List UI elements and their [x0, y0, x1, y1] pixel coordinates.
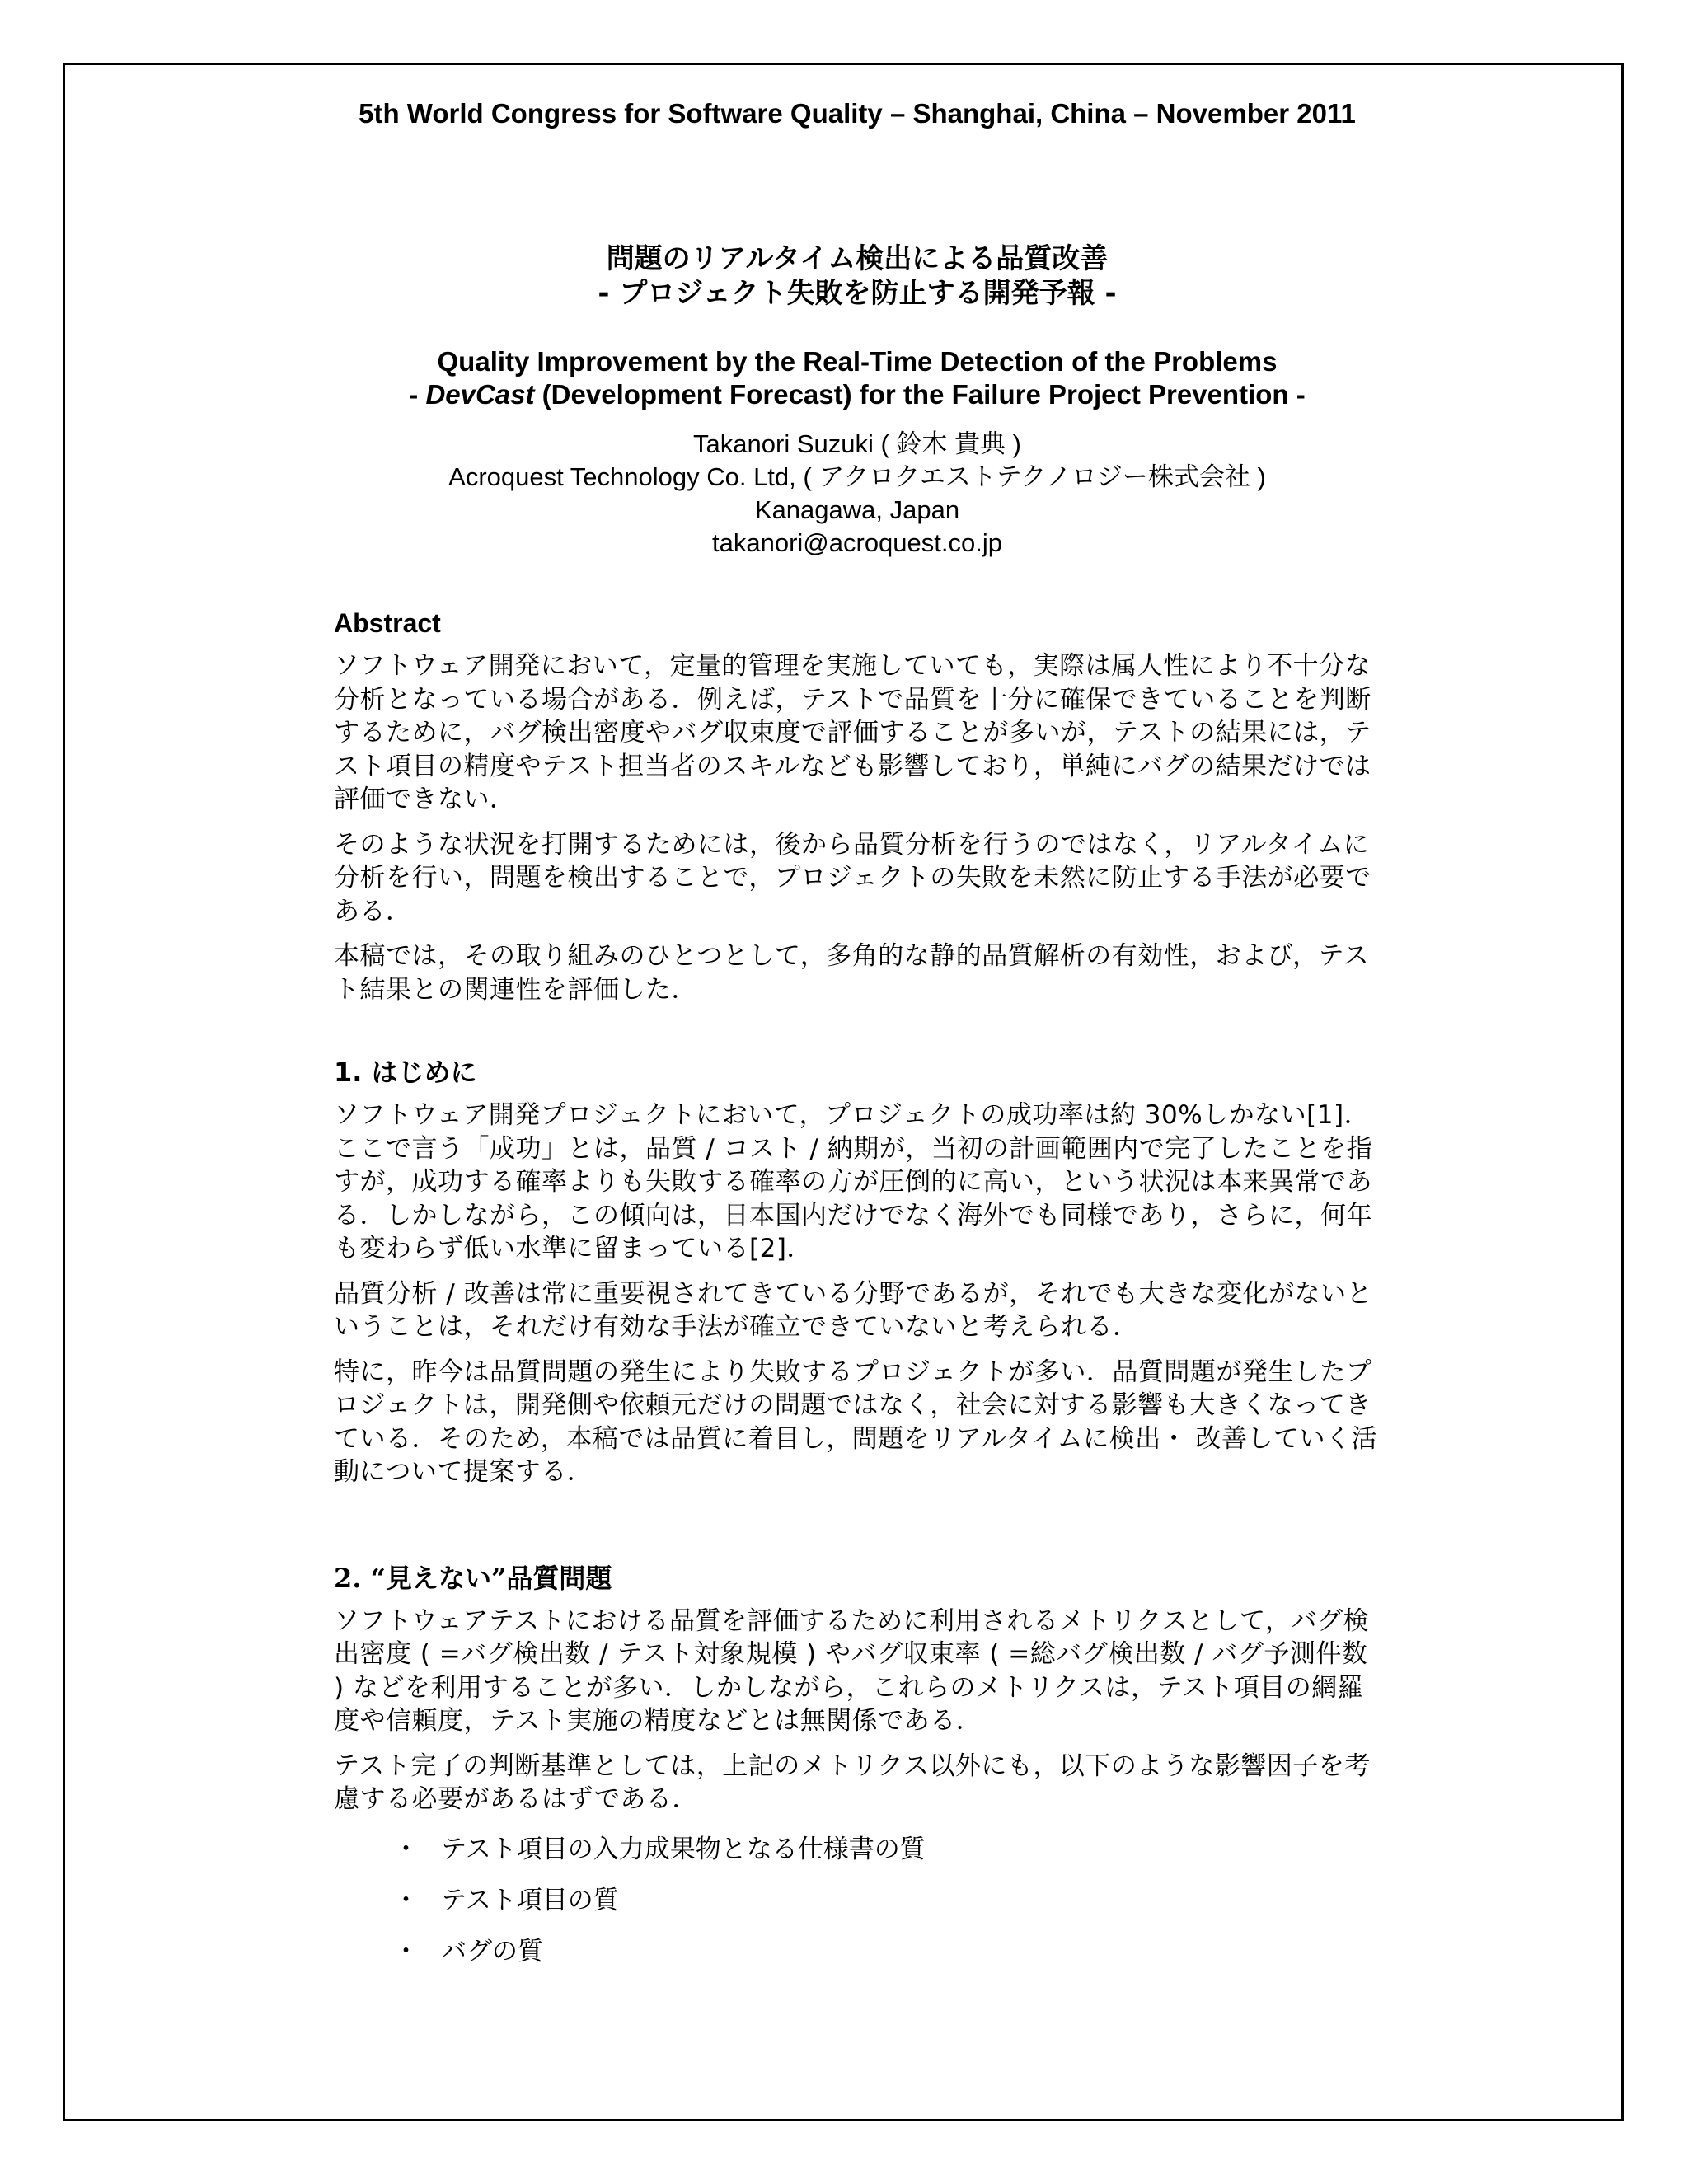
bullet-mark: ・ — [393, 1936, 419, 1966]
list-item — [393, 1935, 1381, 1968]
section-1-paragraph: ソフトウェア開発プロジェクトにおいて，プロジェクトの成功率は約 30%しかない[1]．ここで言う「成功」とは，品質 / コスト / 納期が，当初の計画範囲内で完了したことを指すが，成功する確率よりも失敗する確率の方が圧倒的に高い，という状況は本来異常である．しかしながら，この傾向は，日本国内だけでなく海外でも同様であり，さらに，何年も変わらず低い水準に留まっている[2]． — [334, 1100, 1373, 1263]
list-item-text: テスト項目の入力成果物となる仕様書の質 — [441, 1834, 926, 1864]
author-name: Takanori Suzuki ( 鈴木 貴典 ) — [693, 429, 1021, 458]
author-affiliation: Acroquest Technology Co. Ltd, ( アクロクエストテクノロジー株式会社 ) — [448, 462, 1266, 491]
bullet-mark: ・ — [393, 1834, 419, 1864]
section-1-heading: 1. はじめに — [334, 1057, 477, 1088]
subtitle-emphasis: DevCast — [425, 379, 535, 410]
subtitle-prefix: - — [409, 379, 426, 410]
conference-header: 5th World Congress for Software Quality – Shanghai, China – November 2011 — [359, 98, 1356, 129]
paper-title-english: Quality Improvement by the Real-Time Detection of the Problems — [437, 346, 1278, 377]
subtitle-rest: (Development Forecast) for the Failure Project Prevention - — [534, 379, 1306, 410]
author-location: Kanagawa, Japan — [754, 495, 960, 524]
list-item — [393, 1884, 1381, 1917]
author-block — [334, 428, 1381, 560]
paper-title-japanese: 問題のリアルタイム検出による品質改善 — [606, 242, 1109, 275]
list-item-text: テスト項目の質 — [441, 1885, 619, 1915]
abstract-paragraph: 本稿では，その取り組みのひとつとして，多角的な静的品質解析の有効性，および，テスト結果との関連性を評価した． — [334, 941, 1370, 1005]
paper-content — [334, 97, 1381, 1986]
influence-factor-list — [334, 1833, 1381, 1968]
abstract-heading: Abstract — [334, 608, 441, 638]
author-email: takanori@acroquest.co.jp — [712, 528, 1002, 557]
section-2-paragraph: テスト完了の判断基準としては，上記のメトリクス以外にも，以下のような影響因子を考慮する必要があるはずである． — [334, 1750, 1371, 1814]
paper-subtitle-english — [334, 378, 1381, 411]
abstract-paragraph: ソフトウェア開発において，定量的管理を実施していても，実際は属人性により不十分な分析となっている場合がある．例えば，テストで品質を十分に確保できていることを判断するために，バグ検出密度やバグ収束度で評価することが多いが，テストの結果には，テスト項目の精度やテスト担当者のスキルなども影響しており，単純にバグの結果だけでは評価できない． — [334, 651, 1372, 814]
section-2-paragraph: ソフトウェアテストにおける品質を評価するために利用されるメトリクスとして，バグ検出密度 ( =バグ検出数 / テスト対象規模 ) やバグ収束率 ( =総バグ検出数 / バグ予測件数 ) などを利用することが多い．しかしながら，これらのメトリクスは，テスト項目の網羅度や信頼度，テスト実施の精度などとは無関係である． — [334, 1605, 1369, 1736]
section-1-paragraph: 品質分析 / 改善は常に重要視されてきている分野であるが，それでも大きな変化がないということは，それだけ有効な手法が確立できていないと考えられる． — [334, 1278, 1373, 1342]
section-1-paragraph: 特に，昨今は品質問題の発生により失敗するプロジェクトが多い．品質問題が発生したプロジェクトは，開発側や依頼元だけの問題ではなく，社会に対する影響も大きくなってきている．そのため，本稿では品質に着目し，問題をリアルタイムに検出・ 改善していく活動について提案する． — [334, 1357, 1378, 1487]
section-2-heading: 2. “見えない”品質問題 — [334, 1562, 612, 1594]
list-item — [393, 1833, 1381, 1866]
list-item-text: バグの質 — [441, 1936, 543, 1966]
paper-subtitle-japanese: - プロジェクト失敗を防止する開発予報 - — [598, 277, 1117, 310]
abstract-paragraph: そのような状況を打開するためには，後から品質分析を行うのではなく，リアルタイムに分析を行い，問題を検出することで，プロジェクトの失敗を未然に防止する手法が必要である． — [334, 829, 1372, 926]
bullet-mark: ・ — [393, 1885, 419, 1915]
